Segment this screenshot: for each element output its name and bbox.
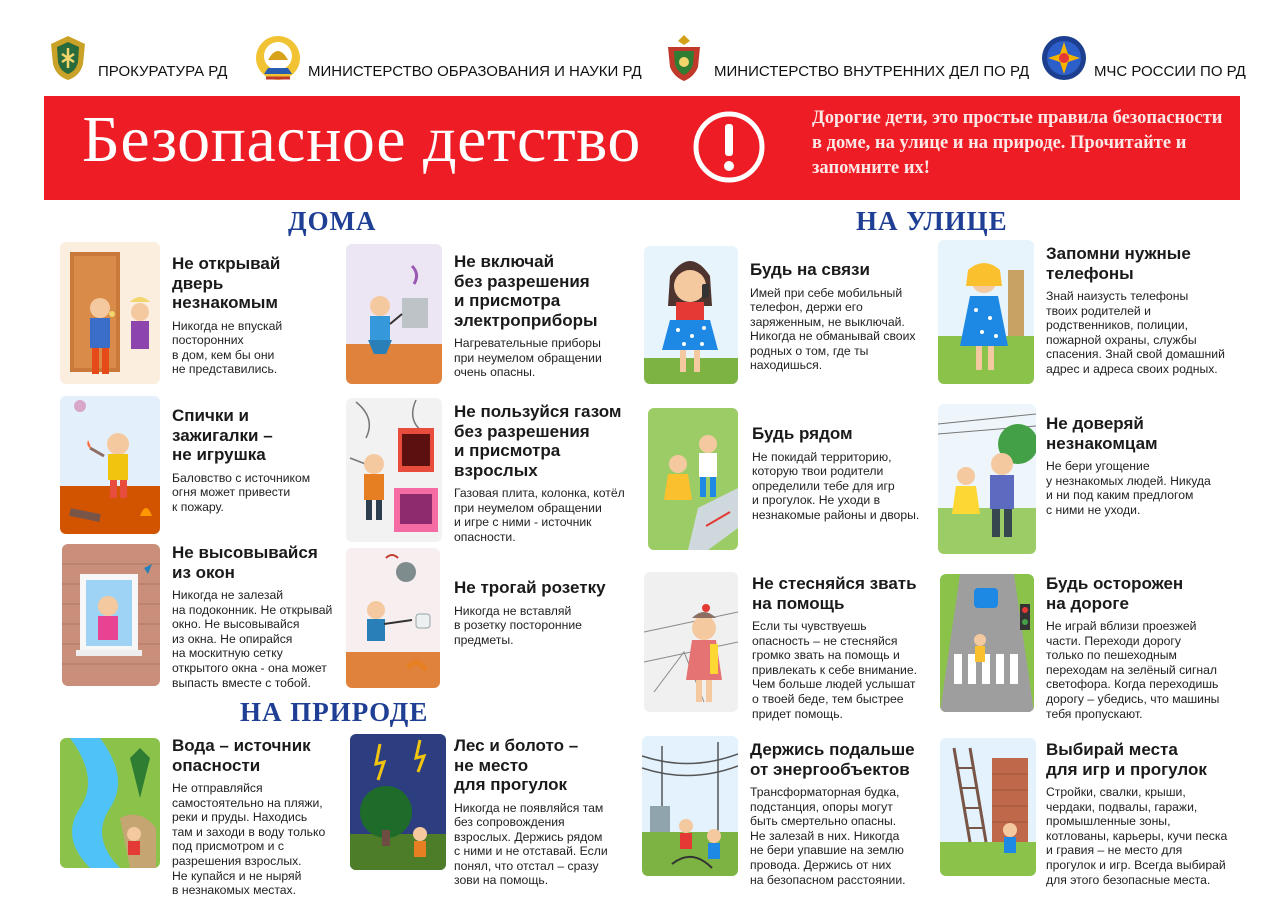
rule-title: Не трогай розетку [454,578,606,597]
rule-text: Никогда не появляйся там без сопровождения взрослых. Держись рядом с ними и не отставай. Если понял, что отстал – сразу зови на помощь. [454,800,608,888]
illustration-matches [60,396,160,534]
rule-text: Трансформаторная будка, подстанция, опоры могут быть смертельно опасны. Не залезай в них. Никогда не бери упавшие на землю провода. Держись от них на безопасном расстоянии. [750,785,906,887]
illustration-phone-girl [644,246,738,384]
rule-title: Запомни нужные телефоны [1046,244,1191,283]
illustration-strangers [938,404,1036,554]
illustration-forest-swamp [350,734,446,870]
rule-card [172,736,332,898]
rule-title: Будь на связи [750,260,870,279]
rule-text: Никогда не впускай посторонних в дом, кем бы они не представились. [172,318,283,377]
mchs-emblem-icon [1040,34,1088,82]
rule-text: Знай наизусть телефоны твоих родителей и родственников, полиции, пожарной охраны, службы спасения. Знай свой домашний адрес и адреса своих родных. [1046,289,1225,376]
rule-card [172,406,332,514]
rule-card [1046,740,1246,887]
rule-text: Имей при себе мобильный телефон, держи его заряженным, не выключай. Никогда не обманывай своих родных о том, где ты находишься. [750,285,916,373]
illustration-water [60,738,160,868]
rule-text: Не бери угощение у незнакомых людей. Никуда и ни под каким предлогом с ними не уходи. [1046,459,1211,517]
rule-text: Никогда не залезай на подоконник. Не открывай окно. Не высовывайся из окна. Не опирайся на москитную сетку открытого окна - она может выпасть вместе с тобой. [172,588,333,690]
org-name: МИНИСТЕРСТВО ВНУТРЕННИХ ДЕЛ ПО РД [714,62,1030,80]
illustration-stay-near [648,408,738,550]
illustration-socket [346,548,440,688]
section-home-heading: ДОМА [288,206,377,236]
rule-card [750,740,920,887]
rule-text: Если ты чувствуешь опасность – не стесняйся громко звать на помощь и привлекать к себе внимание. Чем больше людей услышат о твоей беде, тем быстрее придет помощь. [752,619,918,721]
rule-card [172,254,332,377]
rule-text: Нагревательные приборы при неумелом обращении очень опасны. [454,336,602,380]
illustration-stranger-at-door [60,242,160,384]
illustration-gas-stove [346,398,442,542]
rule-card [172,543,338,690]
illustration-power-lines [642,736,738,876]
rule-title: Не пользуйся газом без разрешения и присмотра взрослых [454,402,622,480]
org-name: ПРОКУРАТУРА РД [98,62,228,80]
banner-intro: Дорогие дети, это простые правила безопасности в доме, на улице и на природе. Прочитайте и запомните их! [812,108,1223,178]
rule-text: Баловство с источником огня может привести к пожару. [172,470,311,514]
rule-title: Не высовывайся из окон [172,543,318,582]
rule-title: Не открывай дверь незнакомым [172,254,281,312]
org-interior-ministry [660,30,1029,86]
rule-title: Будь осторожен на дороге [1046,574,1184,613]
rule-card [1046,574,1236,721]
rule-card [1046,414,1236,517]
rule-title: Не включай без разрешения и присмотра электроприборы [454,252,598,330]
illustration-construction-site [940,738,1036,876]
rule-text: Не отправляйся самостоятельно на пляжи, реки и пруды. Находись там и заходи в воду только под присмотром и с разрешения взрослых. Не купайся и не ныряй в незнакомых местах. [172,781,326,898]
illustration-remember-phones [938,240,1034,384]
rule-card [1046,244,1236,377]
rule-title: Не стесняйся звать на помощь [752,574,917,613]
rule-title: Вода – источник опасности [172,736,311,775]
prosecutor-emblem-icon [44,34,92,82]
rule-title: Лес и болото – не место для прогулок [454,736,579,794]
illustration-call-for-help [644,572,738,712]
rule-card [454,402,628,544]
illustration-road-crossing [940,574,1034,712]
rule-title: Держись подальше от энергообъектов [750,740,915,779]
rule-text: Никогда не вставляй в розетку посторонние предметы. [454,603,582,647]
section-nature-heading: НА ПРИРОДЕ [240,697,429,727]
rule-card [454,252,624,380]
illustration-electric-appliances [346,244,442,384]
org-education-ministry [254,30,642,86]
mvd-emblem-icon [660,34,708,82]
rule-text: Газовая плита, колонка, котёл при неумелом обращении и игре с ними - источник опасности. [454,486,625,544]
rule-text: Не покидай территорию, которую твои родители определили тебе для игр и прогулок. Не уходи в незнакомые районы и дворы. [752,449,920,522]
org-name: МЧС РОССИИ ПО РД [1094,62,1246,80]
rule-title: Будь рядом [752,424,853,443]
title-banner [44,96,1240,200]
rule-title: Выбирай места для игр и прогулок [1046,740,1207,779]
exclamation-icon [692,110,766,184]
rule-text: Стройки, свалки, крыши, чердаки, подвалы, гаражи, промышленные зоны, котлованы, карьеры, кучи песка и гравия – не место для прогулок и игр. Всегда выбирай для этого безопасные места. [1046,785,1228,887]
rule-card [752,574,922,721]
rule-title: Спички и зажигалки – не игрушка [172,406,273,464]
rule-card [454,578,624,647]
illustration-window [62,544,160,686]
org-prosecutor [44,30,227,86]
dagestan-emblem-icon [254,34,302,82]
poster-title: Безопасное детство [82,103,641,176]
section-street-heading: НА УЛИЦЕ [856,206,1008,236]
rule-text: Не играй вблизи проезжей части. Переходи дорогу только по пешеходным переходам на зелёный сигнал светофора. Когда переходишь дорогу – убедись, что машины тебя пропускают. [1046,619,1220,721]
rule-title: Не доверяй незнакомцам [1046,414,1158,453]
org-mchs [1040,30,1246,86]
rule-card [750,260,920,373]
rule-card [454,736,614,888]
rule-card [752,424,922,522]
org-name: МИНИСТЕРСТВО ОБРАЗОВАНИЯ И НАУКИ РД [308,62,642,80]
